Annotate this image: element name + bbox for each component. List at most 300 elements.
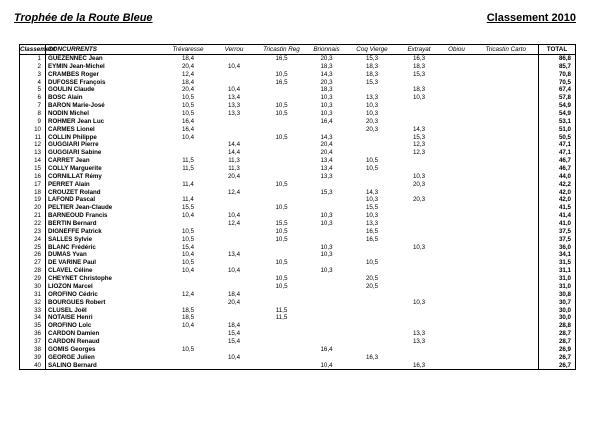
table-row <box>20 63 576 71</box>
score-cell <box>308 181 346 189</box>
score-cell <box>474 354 539 362</box>
total-cell: 57,8 <box>539 94 576 102</box>
competitor-name-cell: GOULIN Claude <box>48 86 95 94</box>
score-cell: 20,4 <box>181 62 195 70</box>
competitor-name-cell: CARDON Damien <box>48 330 100 338</box>
competitor-name-cell: BLANC Frédéric <box>48 243 96 251</box>
score-cell <box>399 259 440 267</box>
score-cell <box>440 110 474 118</box>
rank-cell: 30 <box>20 283 46 291</box>
score-cell <box>399 322 440 330</box>
column-header-classement: Classement <box>20 45 56 53</box>
score-cell <box>346 291 399 299</box>
score-cell <box>474 102 539 110</box>
table-row <box>20 141 576 149</box>
score-cell <box>346 181 399 189</box>
score-cell: 10,4 <box>227 212 241 220</box>
competitor-name-cell: DUMAS Yvan <box>48 251 87 259</box>
column-header-trevaresse: Trévaresse <box>164 45 213 55</box>
table-row <box>20 354 576 362</box>
total-cell: 26,9 <box>539 346 576 354</box>
score-cell: 10,4 <box>181 322 195 330</box>
score-cell <box>256 346 308 354</box>
rank-cell: 38 <box>20 346 46 354</box>
score-cell: 10,4 <box>181 267 195 275</box>
score-cell <box>308 236 346 244</box>
score-cell <box>399 165 440 173</box>
score-cell <box>213 134 256 142</box>
score-cell: 10,4 <box>227 86 241 94</box>
score-cell <box>474 110 539 118</box>
score-cell <box>474 307 539 315</box>
total-cell: 53,1 <box>539 118 576 126</box>
score-cell <box>256 251 308 259</box>
score-cell: 18,4 <box>227 290 241 298</box>
competitor-name-cell: CARRET Jean <box>48 157 90 165</box>
score-cell <box>164 354 213 362</box>
rank-cell: 26 <box>20 251 46 259</box>
score-cell: 20,4 <box>227 172 241 180</box>
score-cell: 10,4 <box>181 251 195 259</box>
score-cell: 12,3 <box>412 141 426 149</box>
score-cell: 18,4 <box>181 55 195 62</box>
score-cell: 14,4 <box>227 149 241 157</box>
column-header-concurrents: CONCURRENTS <box>46 45 164 55</box>
competitor-name-cell: GEORGE Julien <box>48 353 95 361</box>
column-header-coq-vierge: Coq Vierge <box>346 45 399 55</box>
total-cell: 41,4 <box>539 212 576 220</box>
total-cell: 44,0 <box>539 173 576 181</box>
score-cell <box>346 141 399 149</box>
score-cell <box>256 299 308 307</box>
table-row <box>20 291 576 299</box>
competitor-name-cell: NODIN Michel <box>48 110 89 118</box>
column-header-total: TOTAL <box>539 45 576 55</box>
score-cell: 10,4 <box>227 267 241 275</box>
score-cell <box>308 322 346 330</box>
rank-cell: 6 <box>20 94 46 102</box>
score-cell: 12,4 <box>227 220 241 228</box>
table-row <box>20 267 576 275</box>
score-cell: 18,3 <box>320 62 333 70</box>
score-cell <box>474 86 539 94</box>
score-cell: 10,5 <box>275 110 288 118</box>
score-cell <box>308 204 346 212</box>
score-cell <box>474 251 539 259</box>
score-cell <box>399 79 440 87</box>
score-cell: 20,3 <box>320 55 333 62</box>
table-row <box>20 157 576 165</box>
score-cell: 16,4 <box>181 125 195 133</box>
competitor-name-cell: BARON Marie-José <box>48 102 105 110</box>
competitor-name-cell: OROFINO Cédric <box>48 290 98 298</box>
column-header-brionnais: Brionnais <box>308 45 346 55</box>
score-cell <box>308 228 346 236</box>
score-cell <box>440 251 474 259</box>
score-cell: 11,4 <box>182 196 194 204</box>
score-cell <box>256 322 308 330</box>
score-cell: 20,5 <box>365 275 379 283</box>
score-cell <box>474 220 539 228</box>
table-row <box>20 283 576 291</box>
score-cell: 20,3 <box>320 78 333 86</box>
score-cell <box>474 157 539 165</box>
document-title: Trophée de la Route Bleue <box>14 12 153 24</box>
total-cell: 31,5 <box>539 259 576 267</box>
rank-cell: 39 <box>20 354 46 362</box>
column-header-verrou: Verrou <box>213 45 256 55</box>
table-row <box>20 134 576 142</box>
score-cell <box>440 79 474 87</box>
total-cell: 51,0 <box>539 126 576 134</box>
score-cell <box>474 291 539 299</box>
score-cell <box>164 283 213 291</box>
score-cell: 14,3 <box>365 188 379 196</box>
score-cell <box>213 71 256 79</box>
score-cell <box>213 196 256 204</box>
score-cell <box>256 354 308 362</box>
rank-cell: 10 <box>20 126 46 134</box>
competitor-name-cell: CARMES Lionel <box>48 125 95 133</box>
score-cell <box>213 244 256 252</box>
rank-cell: 11 <box>20 134 46 142</box>
score-cell <box>164 338 213 346</box>
competitor-name-cell: BARNEOUD Francis <box>48 212 108 220</box>
score-cell <box>256 291 308 299</box>
score-cell: 16,3 <box>412 55 426 62</box>
score-cell <box>474 322 539 330</box>
score-cell <box>308 126 346 134</box>
score-cell <box>399 212 440 220</box>
score-cell <box>474 236 539 244</box>
score-cell: 10,5 <box>181 94 195 102</box>
score-cell <box>256 94 308 102</box>
score-cell: 15,3 <box>412 70 426 78</box>
score-cell <box>474 189 539 197</box>
competitor-name-cell: DUFOSSE François <box>48 78 106 86</box>
score-cell: 15,3 <box>365 55 379 62</box>
score-cell: 13,3 <box>412 330 426 338</box>
score-cell <box>213 314 256 322</box>
score-cell <box>213 275 256 283</box>
score-cell <box>474 79 539 87</box>
total-cell: 30,0 <box>539 307 576 315</box>
score-cell <box>474 94 539 102</box>
total-cell: 28,7 <box>539 338 576 346</box>
total-cell: 37,5 <box>539 228 576 236</box>
table-row <box>20 126 576 134</box>
score-cell: 13,3 <box>365 220 379 228</box>
column-header-tricastin-carto: Tricastin Carto <box>474 45 539 55</box>
competitor-name-cell: LAFOND Pascal <box>48 196 96 204</box>
score-cell <box>399 236 440 244</box>
rank-cell: 19 <box>20 196 46 204</box>
competitor-name-cell: LIOZON Marcel <box>48 282 93 290</box>
total-cell: 30,0 <box>539 314 576 322</box>
score-cell <box>440 94 474 102</box>
score-cell <box>213 204 256 212</box>
score-cell <box>440 118 474 126</box>
score-cell <box>440 236 474 244</box>
score-cell <box>440 259 474 267</box>
competitor-name-cell: PERRET Alain <box>48 180 90 188</box>
score-cell: 10,3 <box>320 251 333 259</box>
score-cell: 15,3 <box>365 78 379 86</box>
column-header-obiou: Obiou <box>440 45 474 55</box>
score-cell: 15,5 <box>181 204 195 212</box>
score-cell: 11,3 <box>228 157 240 165</box>
score-cell <box>440 212 474 220</box>
score-cell: 15,5 <box>365 204 379 212</box>
score-cell: 16,4 <box>320 345 333 353</box>
score-cell <box>308 196 346 204</box>
score-cell: 10,3 <box>320 102 333 110</box>
competitor-name-cell: BOSC Alain <box>48 94 83 102</box>
table-row <box>20 330 576 338</box>
rank-cell: 24 <box>20 236 46 244</box>
total-cell: 28,8 <box>539 322 576 330</box>
score-cell <box>346 307 399 315</box>
score-cell <box>440 157 474 165</box>
table-row <box>20 118 576 126</box>
score-cell <box>399 275 440 283</box>
rank-cell: 1 <box>20 55 46 63</box>
table-row <box>20 299 576 307</box>
score-cell <box>440 204 474 212</box>
score-cell: 10,5 <box>365 259 379 267</box>
score-cell: 13,4 <box>227 94 241 102</box>
total-cell: 54,9 <box>539 102 576 110</box>
competitor-name-cell: GOMIS Georges <box>48 345 96 353</box>
rank-cell: 13 <box>20 149 46 157</box>
score-cell: 16,5 <box>275 55 288 62</box>
score-cell <box>164 173 213 181</box>
score-cell <box>440 338 474 346</box>
table-row <box>20 307 576 315</box>
score-cell: 11,5 <box>275 314 288 322</box>
competitor-name-cell: COLLY Marguerite <box>48 165 102 173</box>
table-row <box>20 322 576 330</box>
total-cell: 41,0 <box>539 220 576 228</box>
score-cell: 15,5 <box>275 220 288 228</box>
score-cell <box>164 275 213 283</box>
total-cell: 26,7 <box>539 362 576 370</box>
rank-cell: 9 <box>20 118 46 126</box>
score-cell: 10,5 <box>181 110 195 118</box>
score-cell <box>213 228 256 236</box>
score-cell <box>213 118 256 126</box>
score-cell: 10,5 <box>365 157 379 165</box>
table-row <box>20 314 576 322</box>
score-cell: 10,5 <box>275 70 288 78</box>
score-cell <box>346 244 399 252</box>
score-cell <box>474 338 539 346</box>
score-cell: 10,5 <box>275 133 288 141</box>
score-cell: 10,5 <box>275 275 288 283</box>
score-cell: 12,3 <box>412 149 426 157</box>
score-cell <box>213 126 256 134</box>
competitor-name-cell: SALINO Bernard <box>46 362 164 370</box>
score-cell <box>213 307 256 315</box>
competitor-name-cell: GUEZENNEC Jean <box>48 55 103 62</box>
score-cell: 10,3 <box>412 172 426 180</box>
table-row <box>20 362 576 370</box>
table-row <box>20 149 576 157</box>
competitor-name-cell: CRAMBES Roger <box>48 70 99 78</box>
score-cell <box>440 102 474 110</box>
score-cell: 10,5 <box>275 282 288 290</box>
score-cell <box>474 244 539 252</box>
rank-cell: 2 <box>20 63 46 71</box>
table-row <box>20 244 576 252</box>
rank-cell: 27 <box>20 259 46 267</box>
score-cell <box>440 134 474 142</box>
score-cell: 18,3 <box>320 86 333 94</box>
total-cell: 85,7 <box>539 63 576 71</box>
competitor-name-cell: GUGGIARI Pierre <box>48 141 99 149</box>
table-row <box>20 181 576 189</box>
score-cell <box>346 362 399 370</box>
score-cell <box>440 354 474 362</box>
score-cell <box>308 330 346 338</box>
score-cell: 10,5 <box>275 227 288 235</box>
total-cell: 31,0 <box>539 283 576 291</box>
score-cell <box>399 102 440 110</box>
table-row <box>20 165 576 173</box>
score-cell <box>256 173 308 181</box>
score-cell <box>440 149 474 157</box>
score-cell <box>308 259 346 267</box>
score-cell: 10,5 <box>181 235 195 243</box>
score-cell <box>213 181 256 189</box>
table-row <box>20 236 576 244</box>
total-cell: 41,5 <box>539 204 576 212</box>
table-row <box>20 228 576 236</box>
score-cell: 10,3 <box>412 298 426 306</box>
score-cell <box>440 173 474 181</box>
score-cell <box>440 228 474 236</box>
table-row <box>20 196 576 204</box>
score-cell: 20,3 <box>412 196 426 204</box>
rank-cell: 35 <box>20 322 46 330</box>
table-row <box>20 212 576 220</box>
rank-cell: 7 <box>20 102 46 110</box>
score-cell: 10,5 <box>181 259 195 267</box>
score-cell <box>440 141 474 149</box>
column-header-extrayat: Extrayat <box>399 45 440 55</box>
score-cell <box>474 165 539 173</box>
competitor-name-cell: GUGGIARI Sabine <box>48 149 102 157</box>
score-cell <box>346 173 399 181</box>
score-cell: 10,5 <box>365 165 379 173</box>
score-cell <box>474 212 539 220</box>
score-cell <box>256 126 308 134</box>
score-cell <box>474 275 539 283</box>
score-cell: 15,4 <box>227 330 241 338</box>
total-cell: 26,7 <box>539 354 576 362</box>
score-cell <box>213 55 256 63</box>
competitor-name-cell: ROHMER Jean Luc <box>48 117 105 125</box>
score-cell <box>440 63 474 71</box>
score-cell <box>399 110 440 118</box>
score-cell: 16,3 <box>399 362 440 370</box>
score-cell <box>164 299 213 307</box>
score-cell: 14,3 <box>320 133 333 141</box>
score-cell <box>474 283 539 291</box>
score-cell <box>474 196 539 204</box>
score-cell <box>346 86 399 94</box>
score-cell: 10,5 <box>275 180 288 188</box>
score-cell: 10,4 <box>308 362 346 370</box>
total-cell: 34,1 <box>539 251 576 259</box>
total-cell: 42,0 <box>539 189 576 197</box>
score-cell: 10,3 <box>365 196 379 204</box>
rank-cell: 14 <box>20 157 46 165</box>
competitor-name-cell: COLLIN Philippe <box>48 133 97 141</box>
rank-cell: 21 <box>20 212 46 220</box>
score-cell <box>256 63 308 71</box>
score-cell <box>256 196 308 204</box>
rank-cell: 17 <box>20 181 46 189</box>
rank-cell: 8 <box>20 110 46 118</box>
score-cell: 15,3 <box>412 133 426 141</box>
total-cell: 54,9 <box>539 110 576 118</box>
competitor-name-cell: BERTIN Bernard <box>48 220 97 228</box>
score-cell <box>308 354 346 362</box>
score-cell: 10,3 <box>365 110 379 118</box>
score-cell <box>474 173 539 181</box>
score-cell: 15,3 <box>320 188 333 196</box>
score-cell <box>256 244 308 252</box>
score-cell <box>256 338 308 346</box>
rank-cell: 15 <box>20 165 46 173</box>
score-cell <box>440 165 474 173</box>
competitor-name-cell: CARDON Renaud <box>48 337 100 345</box>
score-cell <box>399 251 440 259</box>
score-cell <box>399 283 440 291</box>
score-cell <box>474 126 539 134</box>
total-cell: 28,7 <box>539 330 576 338</box>
score-cell <box>213 283 256 291</box>
total-cell: 31,1 <box>539 267 576 275</box>
table-row <box>20 110 576 118</box>
rank-cell: 32 <box>20 299 46 307</box>
table-body <box>20 55 576 370</box>
score-cell <box>213 236 256 244</box>
score-cell <box>346 149 399 157</box>
score-cell <box>399 204 440 212</box>
total-cell: 47,1 <box>539 149 576 157</box>
competitor-name-cell: CHEYNET Christophe <box>48 275 112 283</box>
table-row <box>20 346 576 354</box>
total-cell: 46,7 <box>539 157 576 165</box>
score-cell <box>346 267 399 275</box>
score-cell: 12,4 <box>227 188 241 196</box>
competitor-name-cell: EYMIN Jean-Michel <box>48 62 105 70</box>
score-cell: 18,4 <box>181 78 195 86</box>
rank-cell: 36 <box>20 330 46 338</box>
score-cell: 14,3 <box>320 70 333 78</box>
score-cell: 15,4 <box>227 337 241 345</box>
score-cell <box>164 362 213 370</box>
rank-cell: 5 <box>20 86 46 94</box>
total-cell: 30,7 <box>539 299 576 307</box>
rank-cell: 4 <box>20 79 46 87</box>
score-cell: 10,5 <box>181 345 195 353</box>
table-row <box>20 220 576 228</box>
score-cell <box>308 291 346 299</box>
total-cell: 37,5 <box>539 236 576 244</box>
